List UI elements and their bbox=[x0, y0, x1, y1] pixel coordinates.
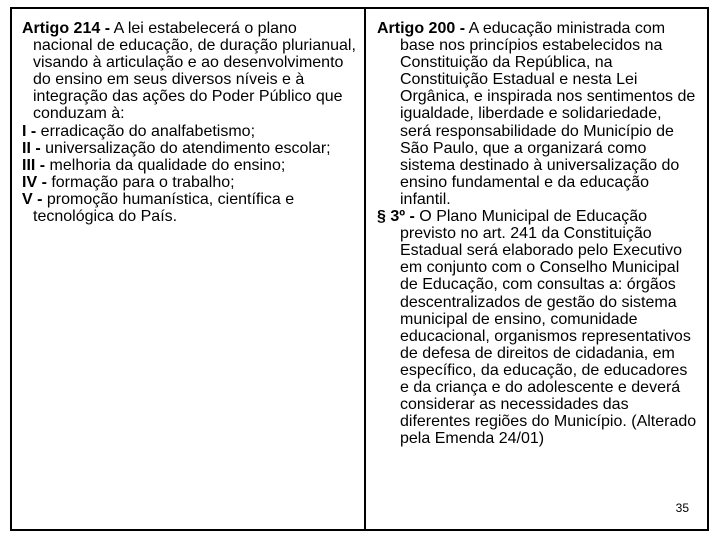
article-200-paragraph bbox=[377, 20, 697, 208]
paragraph-text: universalização do atendimento escolar; bbox=[40, 139, 331, 157]
paragraph-text: promoção humanística, científica e tecnológica do País. bbox=[33, 190, 295, 226]
left-column bbox=[12, 9, 366, 529]
paragraph-text: A educação ministrada com base nos princípios estabelecidos na Constituição da República, na Constituição Estadual e nesta Lei Orgânica, e inspirada nos sentimentos de igualdade, liberdade e solidariedade, será responsabilidade do Município de São Paulo, que a organizará como sistema destinado à universalização do ensino fundamental e da educação infantil. bbox=[400, 20, 696, 208]
paragraph-label: Artigo 214 - bbox=[22, 20, 111, 37]
page-number: 35 bbox=[675, 501, 689, 515]
paragraph-label: II - bbox=[22, 139, 41, 157]
item-i-paragraph bbox=[22, 123, 358, 140]
paragraph-label: Artigo 200 - bbox=[377, 20, 466, 37]
paragraph-label: III - bbox=[22, 156, 46, 174]
paragraph-label: V - bbox=[22, 190, 43, 208]
comparison-table bbox=[10, 7, 709, 531]
paragraph-label: I - bbox=[22, 122, 37, 140]
paragraph-text: erradicação do analfabetismo; bbox=[36, 122, 256, 140]
paragraph-label: § 3º - bbox=[377, 208, 415, 226]
paragraph-text: A lei estabelecerá o plano nacional de educação, de duração plurianual, visando à articulação e ao desenvolvimento do ensino em seus diversos níveis e à integração das ações do Poder Público que conduzam à: bbox=[33, 20, 356, 123]
item-v-paragraph bbox=[22, 191, 358, 225]
paragraph-text: O Plano Municipal de Educação previsto no art. 241 da Constituição Estadual será elaborado pelo Executivo em conjunto com o Conselho Municipal de Educação, com consultas a: órgãos descentralizados de gestão do sistema municipal de ensino, comunidade educacional, organismos representativos de defesa de direitos de cidadania, em específico, da educação, de educadores e da criança e do adolescente e deverá considerar as necessidades das diferentes regiões do Município. (Alterado pela Emenda 24/01) bbox=[400, 208, 697, 448]
section-3-paragraph bbox=[377, 208, 697, 447]
right-column bbox=[366, 9, 707, 529]
item-iii-paragraph bbox=[22, 157, 358, 174]
paragraph-label: IV - bbox=[22, 173, 47, 191]
item-ii-paragraph bbox=[22, 140, 358, 157]
article-214-paragraph bbox=[22, 20, 358, 123]
paragraph-text: melhoria da qualidade do ensino; bbox=[45, 156, 286, 174]
paragraph-text: formação para o trabalho; bbox=[46, 173, 235, 191]
item-iv-paragraph bbox=[22, 174, 358, 191]
